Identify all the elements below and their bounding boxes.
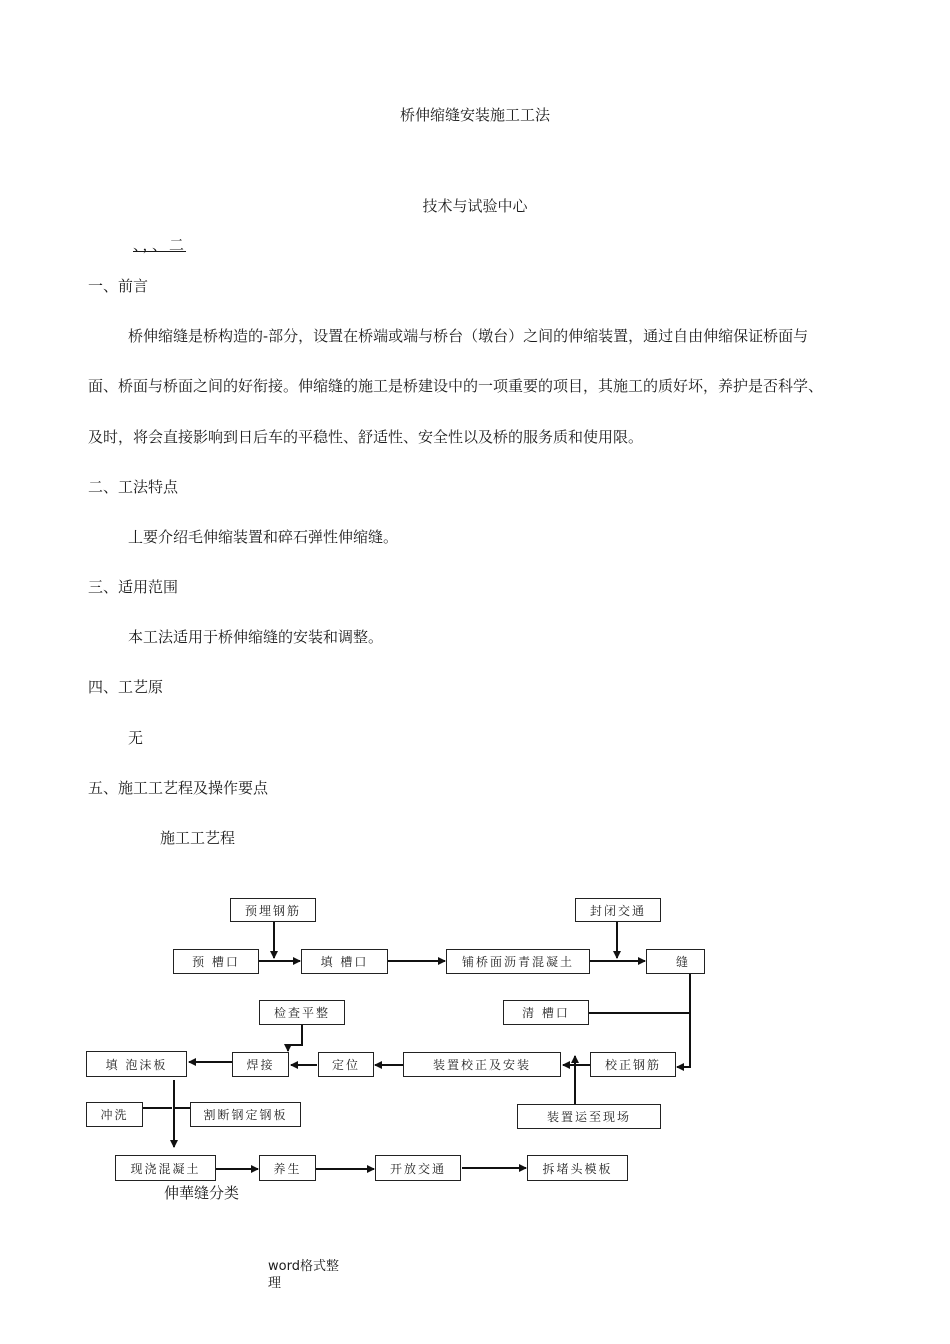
node-curing: 养生 bbox=[259, 1155, 316, 1181]
preface-line-1: 桥伸缩缝是桥构造的-部分，设置在桥端或端与桥台（墩台）之间的伸缩装置，通过自由伸缩保证桥面与 bbox=[128, 327, 809, 345]
document-title: 桥伸缩缝安装施工工法 bbox=[399, 106, 550, 124]
preface-line-2: 面、桥面与桥面之间的好衔接。伸缩缝的施工是桥建设中的一项重要的项目，其施工的质好坏，养护是否科学、 bbox=[88, 377, 824, 395]
features-body: 丄要介绍毛伸缩装置和碎石弹性伸缩缝。 bbox=[128, 528, 399, 546]
punctuation-marks: 、，、二 bbox=[133, 236, 187, 254]
author-line: 技术与试验中心 bbox=[422, 197, 528, 215]
node-transport-device: 装置运至现场 bbox=[517, 1104, 661, 1129]
principle-body: 无 bbox=[128, 729, 144, 747]
section-heading-features: 二、工法特点 bbox=[88, 478, 179, 496]
node-correct-rebar: 校正钢筋 bbox=[590, 1052, 676, 1077]
section-heading-principle: 四、工艺原 bbox=[88, 678, 164, 696]
footer-line-2: 理 bbox=[268, 1276, 282, 1291]
node-embed-rebar: 预埋钢筋 bbox=[230, 898, 316, 922]
section-heading-preface: 一、前言 bbox=[88, 277, 149, 295]
arrow-check-to-weld bbox=[288, 1025, 302, 1051]
node-fill-foam: 填 泡沫板 bbox=[86, 1051, 187, 1077]
preface-line-3: 及时，将会直接影响到日后车的平稳性、舒适性、安全性以及桥的服务质和使用限。 bbox=[88, 428, 644, 446]
node-rinse: 冲洗 bbox=[86, 1102, 143, 1127]
section-heading-process: 五、施工工艺程及操作要点 bbox=[88, 779, 269, 797]
node-install-correct: 装置校正及安装 bbox=[403, 1052, 561, 1077]
arrow-joint-to-correct bbox=[677, 974, 690, 1067]
node-remove-formwork: 拆堵头模板 bbox=[527, 1155, 628, 1181]
section-heading-scope: 三、适用范围 bbox=[88, 578, 179, 596]
node-locate: 定位 bbox=[318, 1052, 374, 1077]
node-clean-groove: 清 槽口 bbox=[503, 1000, 589, 1025]
footer-line-1: word格式整 bbox=[268, 1259, 339, 1274]
process-subheading: 施工工艺程 bbox=[160, 829, 236, 847]
node-open-traffic: 开放交通 bbox=[375, 1155, 461, 1181]
node-close-traffic: 封闭交通 bbox=[575, 898, 661, 922]
node-pre-groove: 预 槽口 bbox=[173, 949, 259, 974]
node-pave-asphalt: 铺桥面沥青混凝土 bbox=[446, 949, 590, 974]
node-weld: 焊接 bbox=[232, 1052, 289, 1077]
node-cut-steel-plate: 割断钢定钢板 bbox=[190, 1102, 301, 1127]
node-cast-concrete: 现浇混凝土 bbox=[115, 1155, 216, 1181]
node-check-flatness: 检查平整 bbox=[259, 1000, 345, 1025]
node-fill-groove: 填 槽口 bbox=[301, 949, 388, 974]
scope-body: 本工法适用于桥伸缩缝的安装和调整。 bbox=[128, 628, 384, 646]
joint-classification-caption: 伸華缝分类 bbox=[164, 1184, 240, 1202]
node-joint: 缝 bbox=[646, 949, 705, 974]
